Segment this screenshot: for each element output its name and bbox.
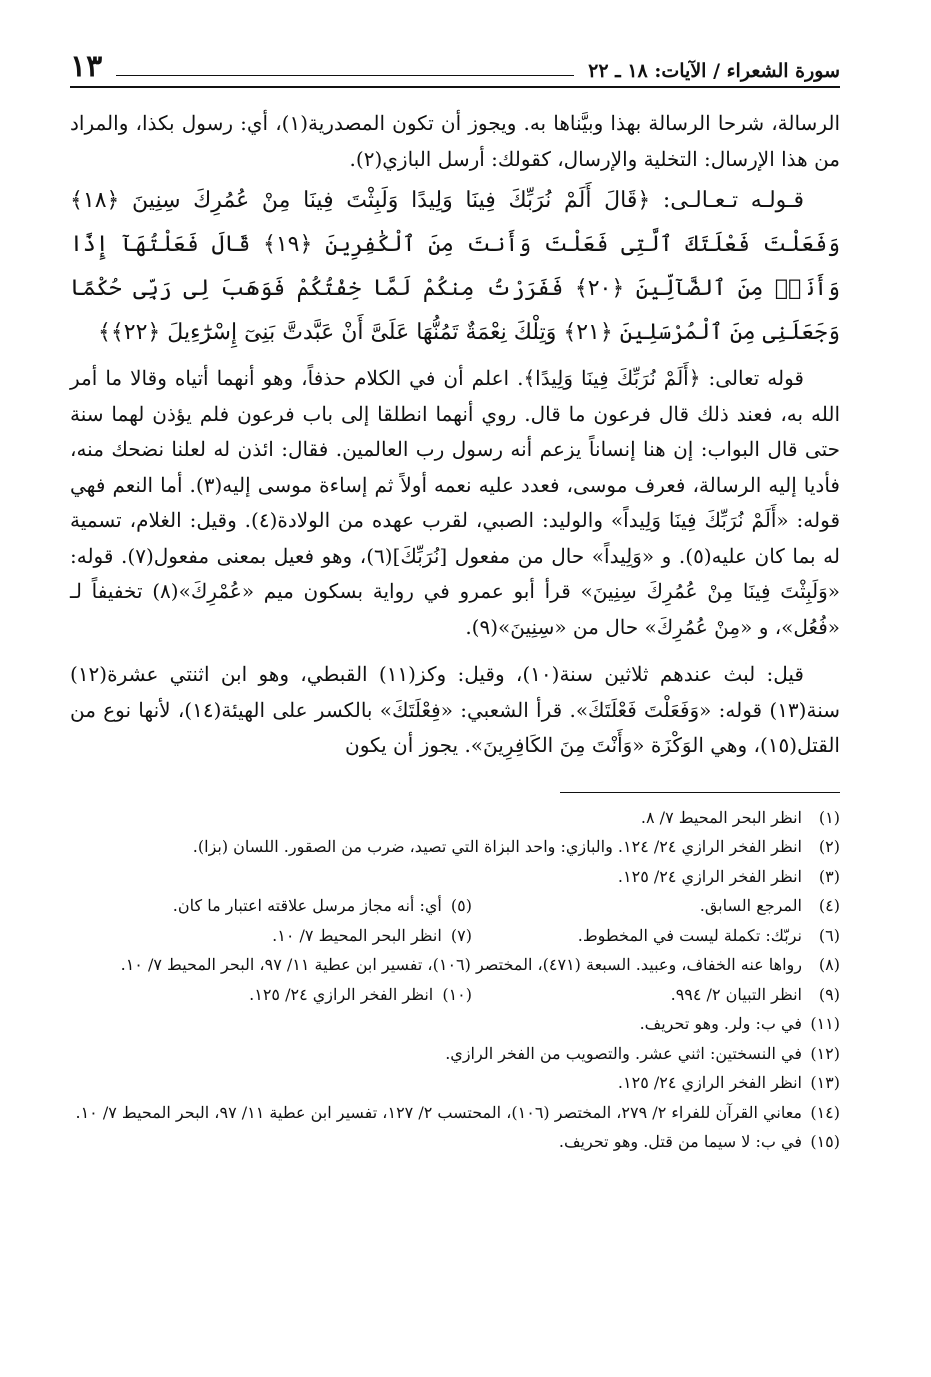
footnote-number: (٧): [450, 925, 472, 945]
footnote-number: (١٢): [810, 1043, 840, 1063]
footnote: [70, 803, 840, 833]
quran-verses: قـولـه تـعـالـى: ﴿قَالَ أَلَمْ نُرَبِّكَ فِينَا وَلِيدًا وَلَبِثْتَ فِينَا مِنْ عُمُرِكَ سِنِينَ ﴿١٨﴾ وَفَعَلْتَ فَعْلَتَكَ ٱلَّتِى فَعَلْتَ وَأَنتَ مِنَ ٱلْكَٰفِرِينَ ﴿١٩﴾ قَالَ فَعَلْتُهَآ إِذًا وَأَنَا۠ مِنَ ٱلضَّآلِّينَ ﴿٢٠﴾ فَفَرَرْتُ مِنكُمْ لَمَّا خِفْتُكُمْ فَوَهَبَ لِى رَبِّى حُكْمًا وَجَعَلَنِى مِنَ ٱلْمُرْسَلِينَ ﴿٢١﴾ وَتِلْكَ نِعْمَةٌ تَمُنُّهَا عَلَىَّ أَنْ عَبَّدتَّ بَنِىٓ إِسْرَٰٓءِيلَ ﴿٢٢﴾﴾: [70, 188, 840, 345]
footnote-number: (٣): [818, 866, 840, 886]
footnote-text: في النسختين: اثني عشر. والتصويب من الفخر الرازي.: [445, 1043, 802, 1063]
footnote-number: (٥): [450, 896, 472, 915]
footnote-number: (٩): [818, 984, 840, 1004]
footnote-text: انظر الفخر الرازي ٢٤/ ١٢٥.: [617, 866, 802, 886]
footnote-number: (١٥): [810, 1132, 840, 1151]
footnote-pair: [70, 980, 840, 1010]
header-rule: [116, 75, 574, 76]
footnote-number: (١٤): [810, 1102, 840, 1122]
footnote-pair: [70, 891, 840, 921]
footnote: [70, 1127, 840, 1157]
footnote: [70, 1039, 840, 1069]
footnote-text: انظر الفخر الرازي ٢٤/ ١٢٤. والبازي: واحد البزاة التي تصيد، ضرب من الصقور. اللسان (بزا).: [192, 837, 802, 856]
footnote-number: (٢): [818, 837, 840, 856]
footnote-number: (١): [818, 807, 840, 827]
footnote-text: في ب: ولر. وهو تحريف.: [639, 1014, 802, 1033]
footnote-number: (٨): [818, 955, 840, 974]
page-number: ١٣: [70, 49, 103, 84]
footnote-separator: [560, 792, 840, 793]
footnote-text: انظر الفخر الرازي ٢٤/ ١٢٥.: [249, 984, 434, 1004]
footnote-pair: [70, 921, 840, 951]
footnote-text: أي: أنه مجاز مرسل علاقته اعتبار ما كان.: [172, 896, 442, 915]
footnote: [70, 950, 840, 980]
footnote: [70, 1009, 840, 1039]
footnote-text: معاني القرآن للفراء ٢/ ٢٧٩، المختصر (١٠٦)، المحتسب ٢/ ١٢٧، تفسير ابن عطية ١١/ ٩٧، البحر المحيط ٧/ ١٠.: [75, 1102, 802, 1122]
footnote-number: (١٠): [442, 984, 472, 1004]
main-text: [70, 106, 840, 764]
footnote: [70, 1098, 840, 1128]
footnotes: [70, 803, 840, 1157]
paragraph-2: قوله تعالى: ﴿أَلَمْ نُرَبِّكَ فِينَا وَلِيدًا﴾. اعلم أن في الكلام حذفاً، وهو أنهما أتياه وقالا ما أمر الله به، فعند ذلك قال فرعون ما قال. روي أنهما انطلقا إلى باب فرعون فلم يؤذن لهما سنة حتى قال البواب: إن هنا إنساناً يزعم أنه رسول رب العالمين. فقال: ائذن له لعلنا نضحك منه، فأديا إليه الرسالة، فعرف موسى، فعدد عليه نعمه أولاً ثم إساءة موسى إليه(٣). أما النعم فهي قوله: «أَلَمْ نُرَبِّكَ فِينَا وَلِيداً» والوليد: الصبي، لقرب عهده من الولادة(٤). وقيل: الغلام، تسمية له بما كان عليه(٥). و «وَلِيداً» حال من مفعول [نُرَبِّكَ](٦)، وهو فعيل بمعنى مفعول(٧). قوله: «وَلَبِثْتَ فِينَا مِنْ عُمُرِكَ سِنِينَ» قرأ أبو عمرو في رواية بسكون ميم «عُمْرِكَ»(٨) تخفيفاً لـ «فُعُل»، و «مِنْ عُمُرِكَ» حال من «سِنِينَ»(٩).: [70, 366, 841, 639]
footnote-text: انظر البحر المحيط ٧/ ١٠.: [272, 925, 442, 945]
footnote-number: (١١): [810, 1014, 840, 1033]
footnote-text: نربّك: تكملة ليست في المخطوط.: [577, 925, 802, 945]
footnote-text: المرجع السابق.: [699, 896, 802, 915]
footnote-text: في ب: لا سيما من قتل. وهو تحريف.: [558, 1132, 802, 1151]
footnote: [70, 832, 840, 862]
book-page: [70, 40, 840, 1157]
footnote: [70, 1068, 840, 1098]
footnote: [70, 862, 840, 892]
footnote-text: انظر البحر المحيط ٧/ ٨.: [640, 807, 802, 827]
footnote-number: (٤): [818, 896, 840, 915]
page-header: [70, 40, 840, 88]
footnote-number: (٦): [818, 925, 840, 945]
running-title: سورة الشعراء / الآيات: ١٨ ـ ٢٢: [588, 60, 840, 82]
footnote-text: رواها عنه الخفاف، وعبيد. السبعة (٤٧١)، المختصر (١٠٦)، تفسير ابن عطية ١١/ ٩٧، البحر المحيط ٧/ ١٠.: [120, 955, 802, 974]
footnote-number: (١٣): [810, 1073, 840, 1092]
paragraph-1: الرسالة، شرحا الرسالة بهذا وبيَّناها به. ويجوز أن تكون المصدرية(١)، أي: رسول بكذا، والمراد من هذا الإرسال: التخلية والإرسال، كقولك: أرسل البازي(٢).: [70, 111, 840, 171]
footnote-text: انظر الفخر الرازي ٢٤/ ١٢٥.: [617, 1073, 802, 1092]
paragraph-3: قيل: لبث عندهم ثلاثين سنة(١٠)، وقيل: وكز(١١) القبطي، وهو ابن اثنتي عشرة(١٢) سنة(١٣) قوله: «وَفَعَلْتَ فَعْلَتَكَ». قرأ الشعبي: «فِعْلَتَكَ» بالكسر على الهيئة(١٤)، لأنها نوع من القتل(١٥)، وهي الوَكْزَة «وَأَنْتَ مِنَ الكَافِرِينَ». يجوز أن يكون: [70, 662, 840, 757]
footnote-text: انظر التبيان ٢/ ٩٩٤.: [670, 984, 802, 1004]
